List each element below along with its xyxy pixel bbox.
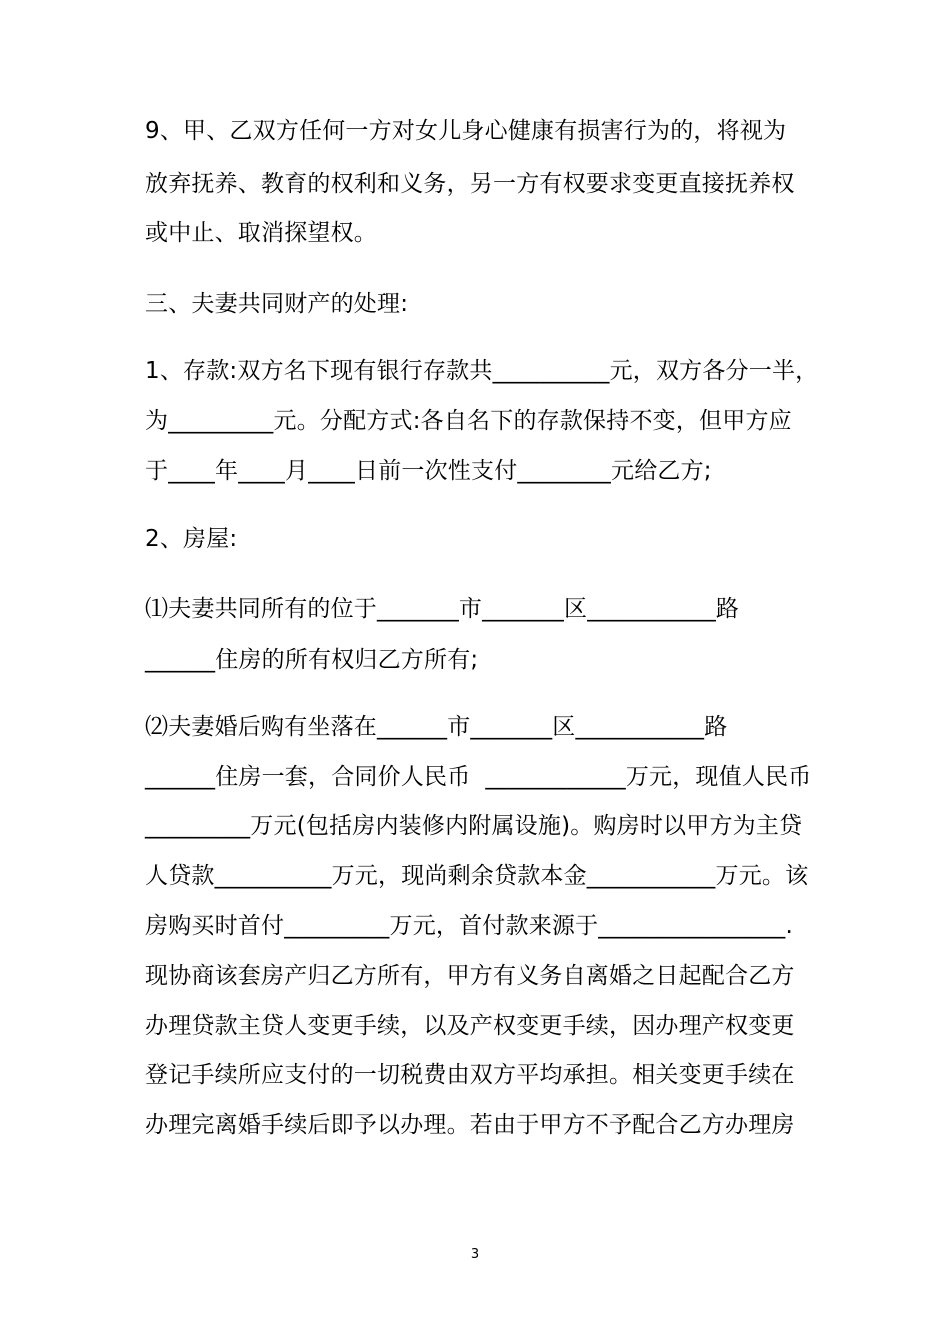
paragraph-line: 9、甲、乙双方任何一方对女儿身心健康有损害行为的，将视为	[145, 118, 787, 144]
paragraph-line: 于____年____月____日前一次性支付________元给乙方;	[145, 458, 712, 484]
paragraph-line: 放弃抚养、教育的权利和义务，另一方有权要求变更直接抚养权	[145, 171, 795, 197]
paragraph-line: 人贷款__________万元，现尚剩余贷款本金___________万元。该	[145, 863, 809, 889]
paragraph-line: 现协商该套房产归乙方所有，甲方有义务自离婚之日起配合乙方	[145, 963, 795, 989]
paragraph-line: ⑵夫妻婚后购有坐落在______市_______区___________路	[145, 714, 728, 740]
page-number: 3	[470, 1247, 480, 1262]
paragraph-line: 为_________元。分配方式:各自名下的存款保持不变，但甲方应	[145, 408, 792, 434]
paragraph-line: 或中止、取消探望权。	[145, 220, 377, 246]
paragraph-line: 房购买时首付_________万元，首付款来源于________________.	[145, 913, 794, 939]
paragraph-line: 1、存款:双方名下现有银行存款共__________元，双方各分一半，	[145, 358, 819, 384]
section-heading: 三、夫妻共同财产的处理:	[145, 291, 409, 317]
paragraph-line: ______住房一套，合同价人民币 ____________万元，现值人民币	[145, 764, 812, 790]
paragraph-line: 登记手续所应支付的一切税费由双方平均承担。相关变更手续在	[145, 1062, 795, 1088]
paragraph-line: 办理贷款主贷人变更手续，以及产权变更手续，因办理产权变更	[145, 1013, 795, 1039]
paragraph-line: 办理完离婚手续后即予以办理。若由于甲方不予配合乙方办理房	[145, 1112, 795, 1138]
subsection-heading: 2、房屋:	[145, 526, 238, 552]
paragraph-line: _________万元(包括房内装修内附属设施)。购房时以甲方为主贷	[145, 813, 803, 839]
paragraph-line: ⑴夫妻共同所有的位于_______市_______区___________路	[145, 596, 740, 622]
paragraph-line: ______住房的所有权归乙方所有;	[145, 647, 479, 673]
